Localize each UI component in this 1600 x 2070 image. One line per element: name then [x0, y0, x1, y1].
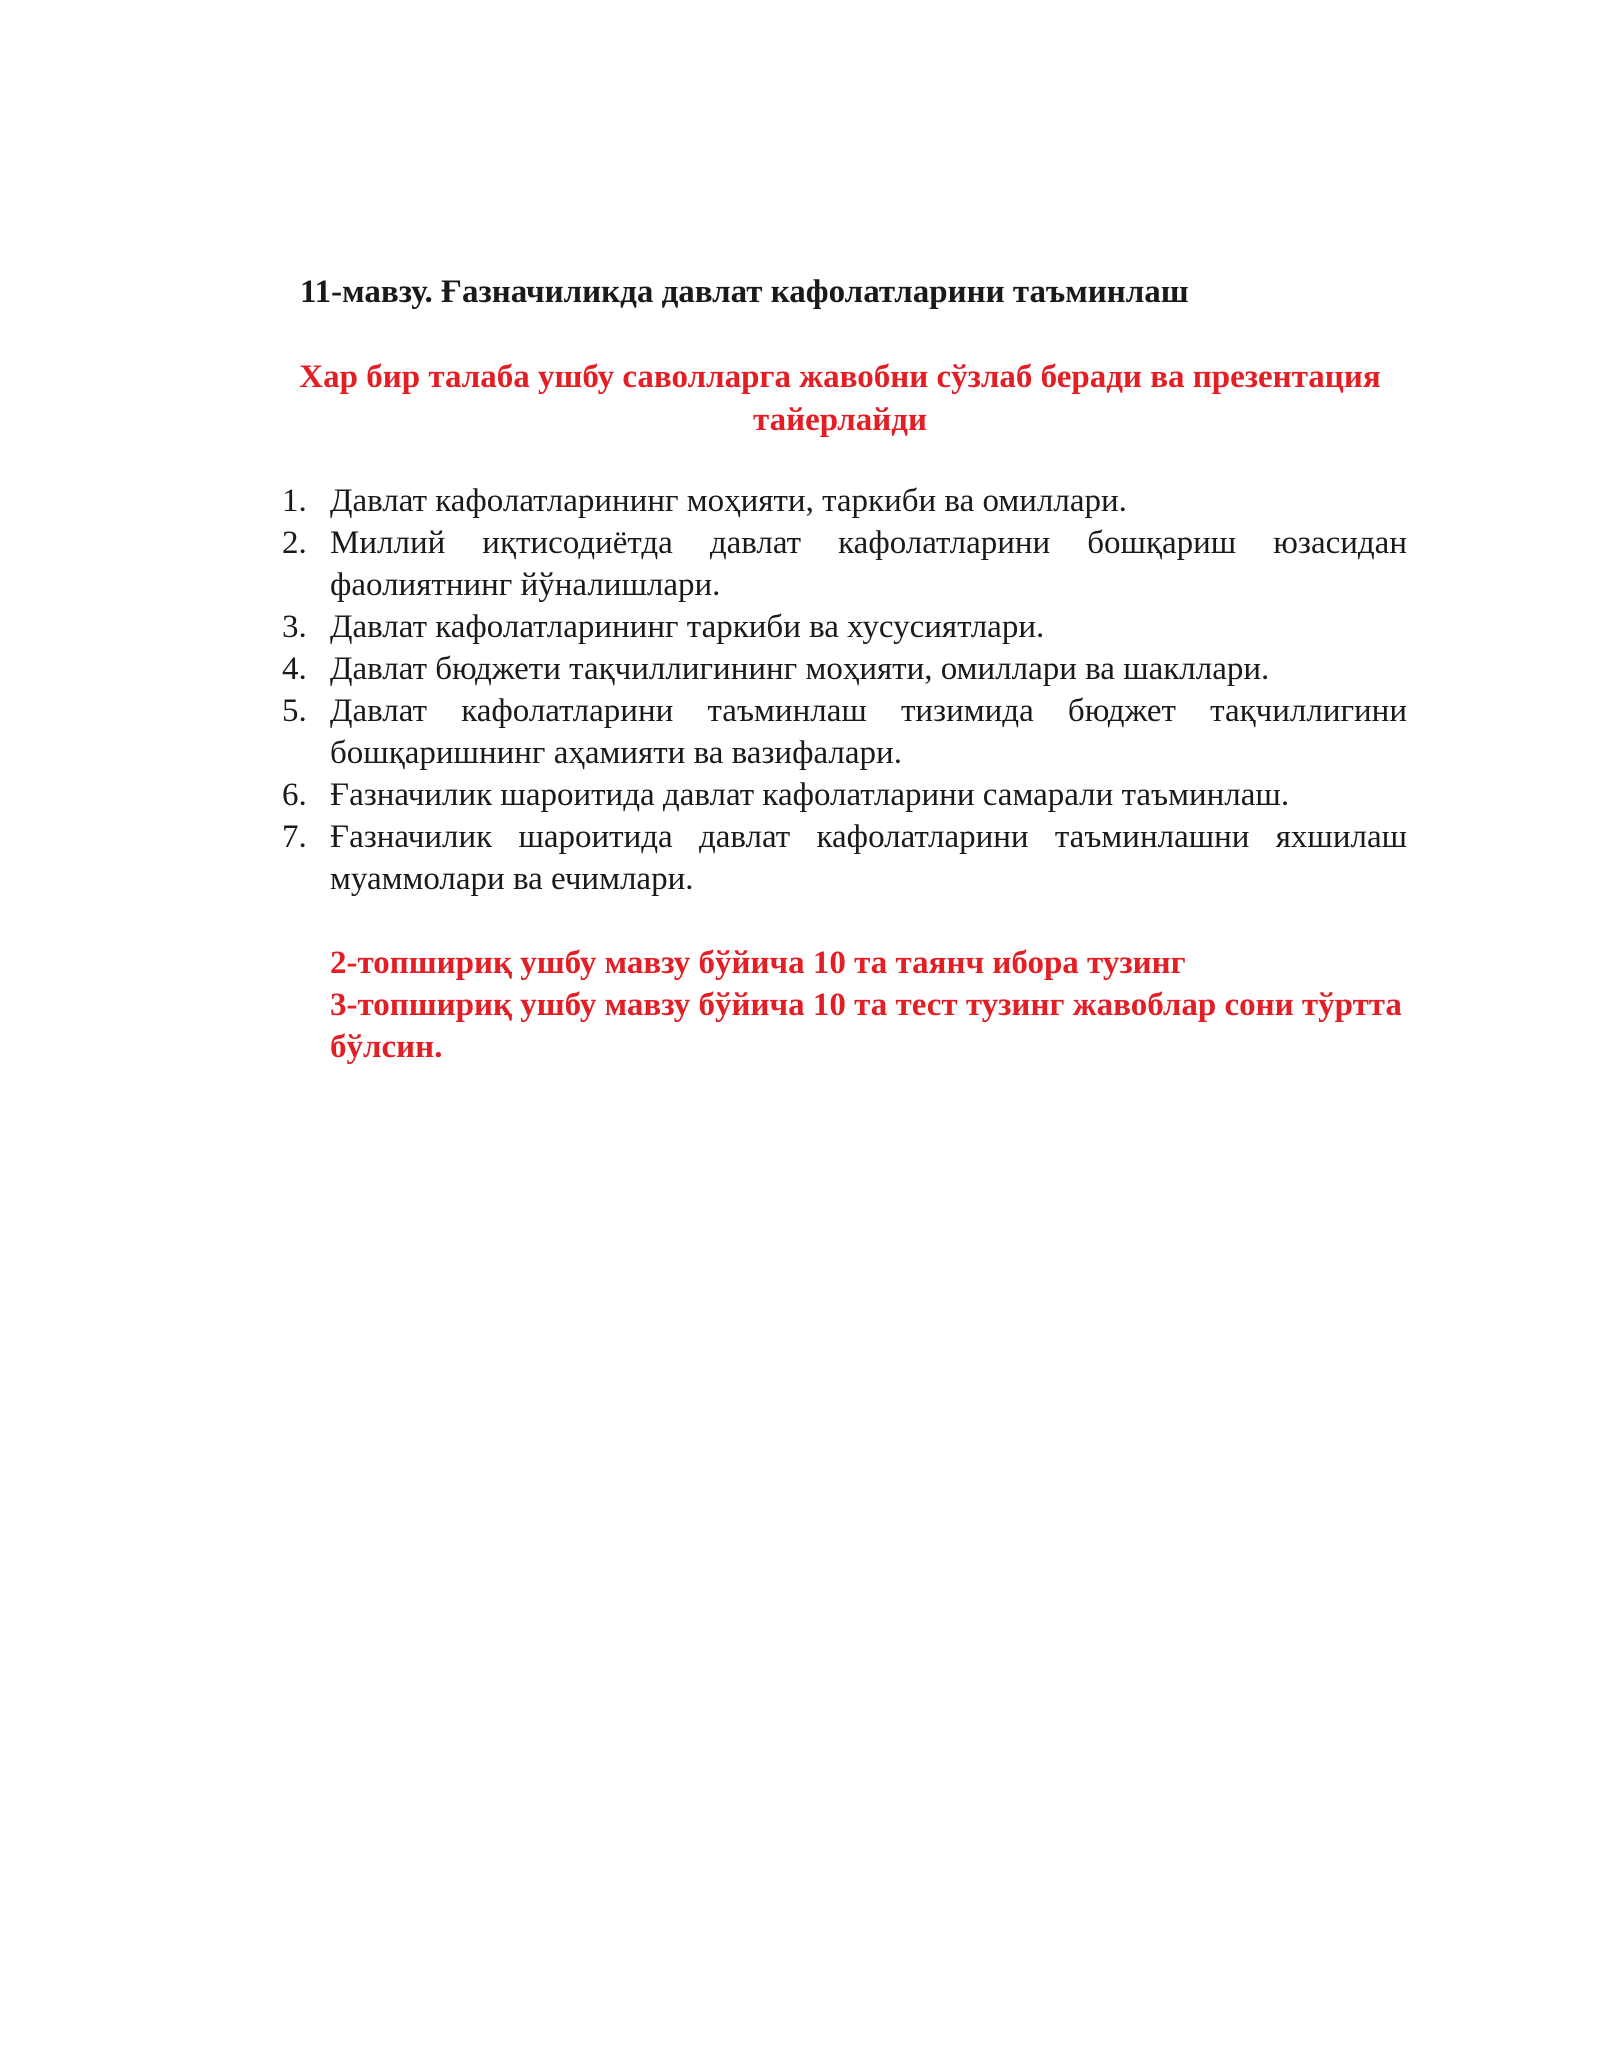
questions-list: [282, 480, 1407, 900]
list-item: [282, 816, 1407, 900]
document-title: 11-мавзу. Ғазначиликда давлат кафолатларини таъминлаш: [300, 274, 1189, 310]
question-text: Давлат бюджети тақчиллигининг моҳияти, омиллари ва шакллари.: [330, 651, 1270, 687]
list-item: [282, 648, 1407, 690]
question-text: Миллий иқтисодиётда давлат кафолатларини бошқариш юзасидан фаолиятнинг йўналишлари.: [330, 525, 1407, 603]
tasks-block: [330, 942, 1407, 1068]
task-3: 3-топшириқ ушбу мавзу бўйича 10 та тест тузинг жавоблар сони тўртта бўлсин.: [330, 987, 1402, 1065]
question-text: Давлат кафолатларининг таркиби ва хусусиятлари.: [330, 609, 1045, 645]
question-text: Ғазначилик шароитида давлат кафолатларини таъминлашни яхшилаш муаммолари ва ечимлари.: [330, 819, 1407, 897]
list-item: [282, 774, 1407, 816]
question-number: 4.: [282, 651, 307, 687]
list-item: [282, 606, 1407, 648]
question-number: 3.: [282, 609, 307, 645]
question-number: 7.: [282, 819, 307, 855]
question-text: Давлат кафолатларини таъминлаш тизимида бюджет тақчиллигини бошқаришнинг аҳамияти ва вазифалари.: [330, 693, 1407, 771]
question-number: 2.: [282, 525, 307, 561]
question-number: 1.: [282, 483, 307, 519]
question-text: Давлат кафолатларининг моҳияти, таркиби ва омиллари.: [330, 483, 1127, 519]
task-2: 2-топшириқ ушбу мавзу бўйича 10 та таянч ибора тузинг: [330, 945, 1186, 981]
list-item: [282, 480, 1407, 522]
question-number: 6.: [282, 777, 307, 813]
question-number: 5.: [282, 693, 307, 729]
instruction-text: Хар бир талаба ушбу саволларга жавобни сўзлаб беради ва презентация тайерлайди: [299, 359, 1381, 438]
list-item: [282, 690, 1407, 774]
question-text: Ғазначилик шароитида давлат кафолатларини самарали таъминлаш.: [330, 777, 1290, 813]
list-item: [282, 522, 1407, 606]
